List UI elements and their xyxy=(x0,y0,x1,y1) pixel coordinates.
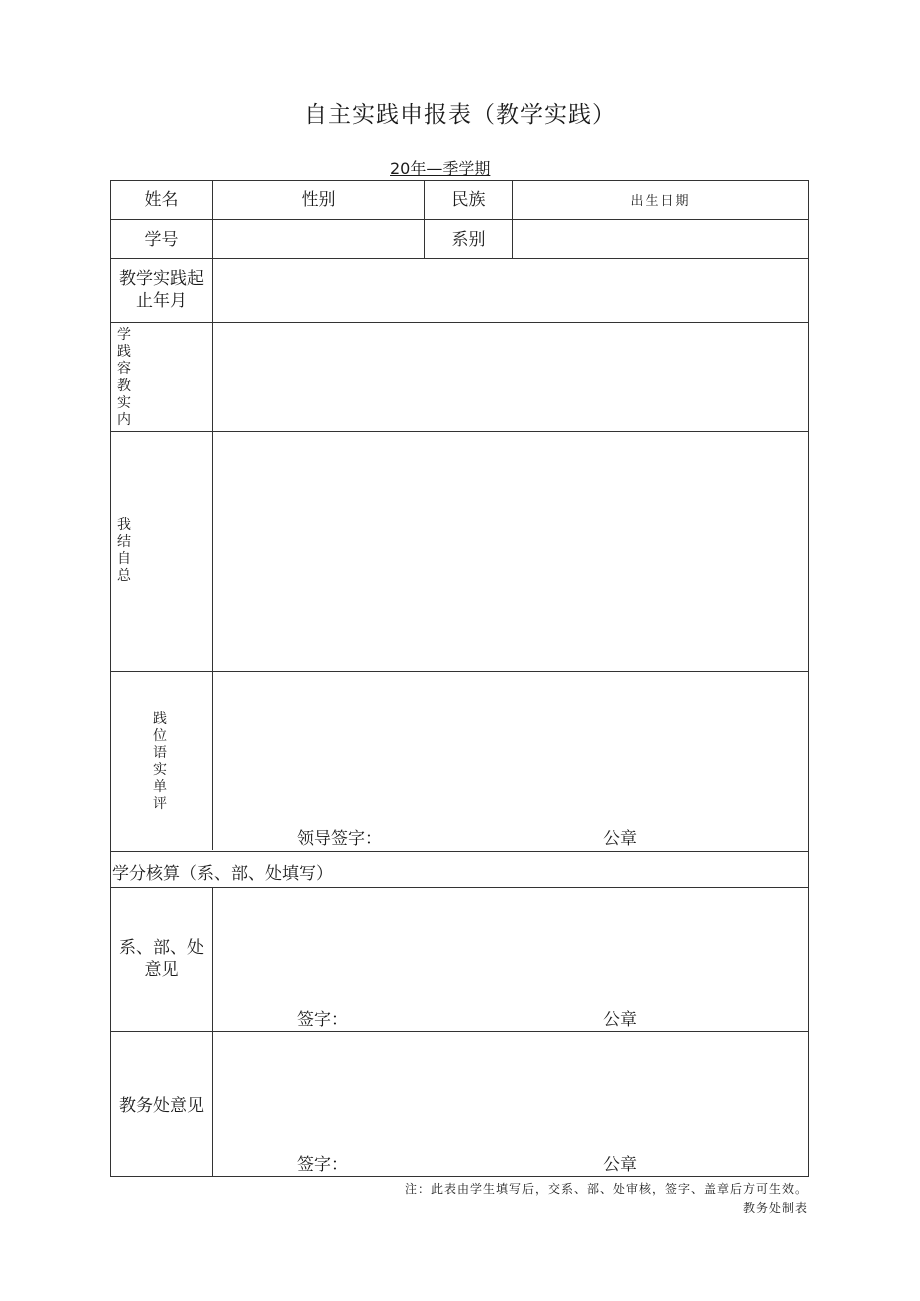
birthdate-label: 出生日期 xyxy=(630,194,691,209)
unit-seal-label: 公章 xyxy=(603,829,637,849)
dept-opinion-label xyxy=(111,937,212,981)
row-divider xyxy=(111,887,808,888)
leader-signature-label: 领导签字： xyxy=(297,829,382,849)
row-divider xyxy=(111,851,808,852)
academic-affairs-signature-label: 签字： xyxy=(297,1155,348,1175)
credit-accounting-header: 学分核算（系、部、处填写） xyxy=(112,864,333,884)
dept-seal-label: 公章 xyxy=(603,1010,637,1030)
row-divider xyxy=(111,219,808,220)
student-id-label: 学号 xyxy=(144,230,179,250)
dept-opinion-line2: 意见 xyxy=(144,960,179,980)
row-divider xyxy=(111,1031,808,1032)
row-divider xyxy=(111,671,808,672)
application-form xyxy=(110,180,809,1177)
row-divider xyxy=(111,431,808,432)
academic-affairs-opinion-label: 教务处意见 xyxy=(119,1096,204,1116)
form-title: 自主实践申报表（教学实践） xyxy=(304,102,616,128)
practice-content-label: 学践容教实内 xyxy=(117,327,131,428)
unit-evaluation-label: 践位语实单评 xyxy=(153,711,167,812)
practice-period-line2: 止年月 xyxy=(136,291,187,311)
self-summary-label: 我结自总 xyxy=(117,517,131,584)
semester-line: 20年—季学期 xyxy=(390,159,491,178)
practice-period-line1: 教学实践起 xyxy=(119,269,204,289)
gender-label: 性别 xyxy=(301,190,336,210)
row-divider xyxy=(111,258,808,259)
ethnicity-label: 民族 xyxy=(451,190,486,210)
form-maker: 教务处制表 xyxy=(742,1201,808,1215)
name-label: 姓名 xyxy=(144,190,179,210)
dept-signature-label: 签字： xyxy=(297,1010,348,1030)
footnote: 注：此表由学生填写后，交系、部、处审核，签字、盖章后方可生效。 xyxy=(404,1182,808,1196)
row-divider xyxy=(111,322,808,323)
department-label: 系别 xyxy=(451,230,486,250)
practice-period-label xyxy=(111,268,212,312)
dept-opinion-line1: 系、部、处 xyxy=(119,938,204,958)
col-divider xyxy=(212,887,213,1176)
col-divider xyxy=(212,181,213,850)
academic-affairs-seal-label: 公章 xyxy=(603,1155,637,1175)
